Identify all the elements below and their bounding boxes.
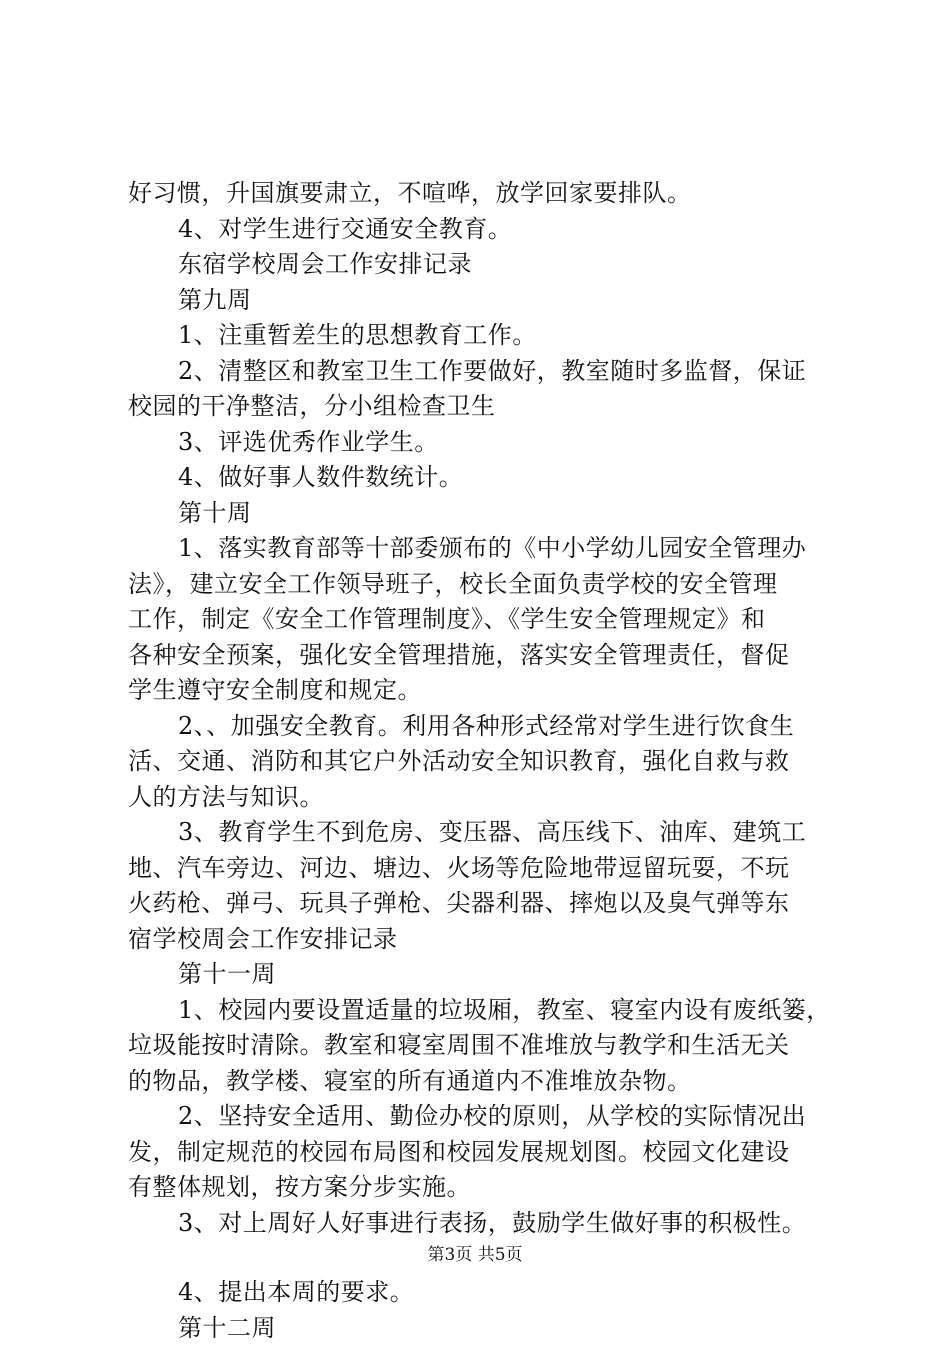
list-item: 3、评选优秀作业学生。 — [128, 425, 832, 461]
week-heading: 第十二周 — [128, 1311, 832, 1346]
list-item: 2、、加强安全教育。利用各种形式经常对学生进行饮食生 — [128, 709, 832, 745]
section-title: 东宿学校周会工作安排记录 — [128, 247, 832, 283]
text-line: 地、汽车旁边、河边、塘边、火场等危险地带逗留玩耍，不玩 — [128, 851, 832, 887]
list-item: 4、对学生进行交通安全教育。 — [128, 212, 832, 248]
text-line: 校园的干净整洁，分小组检查卫生 — [128, 389, 832, 425]
list-item: 1、落实教育部等十部委颁布的《中小学幼儿园安全管理办 — [128, 531, 832, 567]
text-line: 活、交通、消防和其它户外活动安全知识教育，强化自救与救 — [128, 744, 832, 780]
text-line: 学生遵守安全制度和规定。 — [128, 673, 832, 709]
text-line: 的物品，教学楼、寝室的所有通道内不准堆放杂物。 — [128, 1064, 832, 1100]
list-item: 4、做好事人数件数统计。 — [128, 460, 832, 496]
week-heading: 第十一周 — [128, 957, 832, 993]
list-item: 2、坚持安全适用、勤俭办校的原则，从学校的实际情况出 — [128, 1099, 832, 1135]
list-item: 1、校园内要设置适量的垃圾厢，教室、寝室内设有废纸篓， — [128, 993, 832, 1029]
list-item: 4、提出本周的要求。 — [128, 1275, 832, 1311]
text-line: 发，制定规范的校园布局图和校园发展规划图。校园文化建设 — [128, 1135, 832, 1171]
list-item: 1、注重暂差生的思想教育工作。 — [128, 318, 832, 354]
text-line: 火药枪、弹弓、玩具子弹枪、尖器利器、摔炮以及臭气弹等东 — [128, 886, 832, 922]
list-item: 3、教育学生不到危房、变压器、高压线下、油库、建筑工 — [128, 815, 832, 851]
list-item: 3、对上周好人好事进行表扬，鼓励学生做好事的积极性。 — [128, 1206, 832, 1242]
list-item: 2、清整区和教室卫生工作要做好，教室随时多监督，保证 — [128, 354, 832, 390]
text-line: 好习惯，升国旗要肃立，不喧哗，放学回家要排队。 — [128, 176, 832, 212]
text-line: 各种安全预案，强化安全管理措施，落实安全管理责任，督促 — [128, 638, 832, 674]
text-line: 有整体规划，按方案分步实施。 — [128, 1170, 832, 1206]
text-line: 人的方法与知识。 — [128, 780, 832, 816]
document-body — [128, 176, 832, 1346]
text-line: 工作，制定《安全工作管理制度》、《学生安全管理规定》和 — [128, 602, 832, 638]
page-footer: 第3页 共5页 — [0, 1244, 950, 1266]
week-heading: 第十周 — [128, 496, 832, 532]
text-line: 宿学校周会工作安排记录 — [128, 922, 832, 958]
text-line: 法》，建立安全工作领导班子，校长全面负责学校的安全管理 — [128, 567, 832, 603]
text-line: 垃圾能按时清除。教室和寝室周围不准堆放与教学和生活无关 — [128, 1028, 832, 1064]
week-heading: 第九周 — [128, 283, 832, 319]
